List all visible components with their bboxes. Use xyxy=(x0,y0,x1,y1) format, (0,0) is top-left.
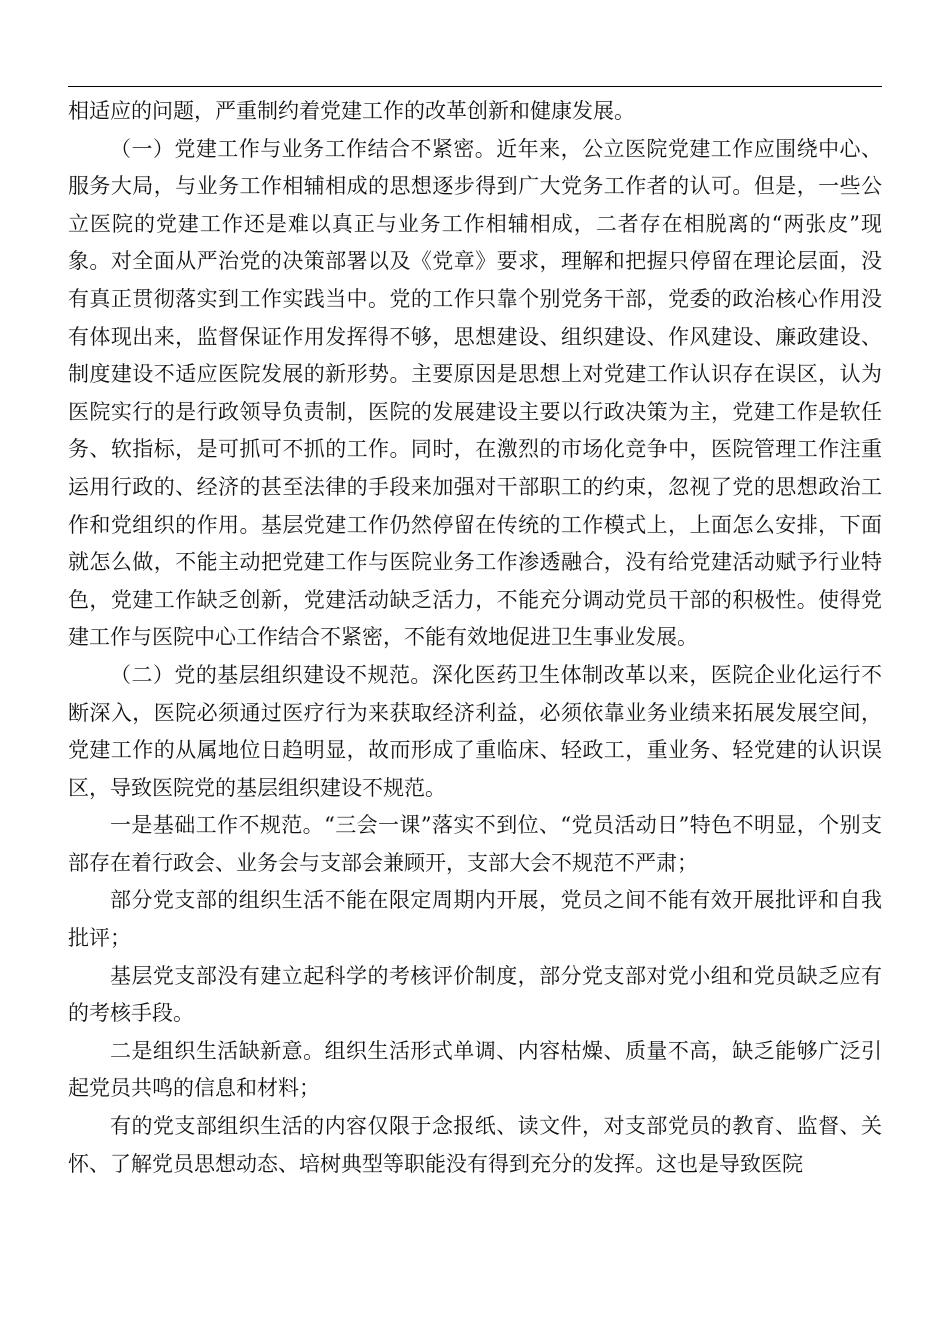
document-body xyxy=(68,93,882,1183)
paragraph-section-one: （一）党建工作与业务工作结合不紧密。近年来，公立医院党建工作应围绕中心、服务大局，与业务工作相辅相成的思想逐步得到广大党务工作者的认可。但是，一些公立医院的党建工作还是难以真正与业务工作相辅相成，二者存在相脱离的“两张皮”现象。对全面从严治党的决策部署以及《党章》要求，理解和把握只停留在理论层面，没有真正贯彻落实到工作实践当中。党的工作只靠个别党务干部，党委的政治核心作用没有体现出来，监督保证作用发挥得不够，思想建设、组织建设、作风建设、廉政建设、制度建设不适应医院发展的新形势。主要原因是思想上对党建工作认识存在误区，认为医院实行的是行政领导负责制，医院的发展建设主要以行政决策为主，党建工作是软任务、软指标，是可抓可不抓的工作。同时，在激烈的市场化竞争中，医院管理工作注重运用行政的、经济的甚至法律的手段来加强对干部职工的约束，忽视了党的思想政治工作和党组织的作用。基层党建工作仍然停留在传统的工作模式上，上面怎么安排，下面就怎么做，不能主动把党建工作与医院业务工作渗透融合，没有给党建活动赋予行业特色，党建工作缺乏创新，党建活动缺乏活力，不能充分调动党员干部的积极性。使得党建工作与医院中心工作结合不紧密，不能有效地促进卫生事业发展。 xyxy=(68,136,882,650)
header-rule xyxy=(68,86,882,87)
paragraph-section-two: （二）党的基层组织建设不规范。深化医药卫生体制改革以来，医院企业化运行不断深入，医院必须通过医疗行为来获取经济利益，必须依靠业务业绩来拓展发展空间，党建工作的从属地位日趋明显，故而形成了重临床、轻政工，重业务、轻党建的认识误区，导致医院党的基层组织建设不规范。 xyxy=(68,662,882,800)
paragraph-continuation: 相适应的问题，严重制约着党建工作的改革创新和健康发展。 xyxy=(68,99,635,123)
paragraph-point-one-c: 基层党支部没有建立起科学的考核评价制度，部分党支部对党小组和党员缺乏应有的考核手段。 xyxy=(68,963,882,1026)
paragraph-point-one-b: 部分党支部的组织生活不能在限定周期内开展，党员之间不能有效开展批评和自我批评； xyxy=(68,888,882,951)
paragraph-point-two-b: 有的党支部组织生活的内容仅限于念报纸、读文件，对支部党员的教育、监督、关怀、了解党员思想动态、培树典型等职能没有得到充分的发挥。这也是导致医院 xyxy=(68,1114,882,1176)
paragraph-point-two: 二是组织生活缺新意。组织生活形式单调、内容枯燥、质量不高，缺乏能够广泛引起党员共鸣的信息和材料； xyxy=(68,1038,882,1101)
paragraph-point-one: 一是基础工作不规范。“三会一课”落实不到位、“党员活动日”特色不明显，个别支部存在着行政会、业务会与支部会兼顾开，支部大会不规范不严肃； xyxy=(68,813,882,875)
